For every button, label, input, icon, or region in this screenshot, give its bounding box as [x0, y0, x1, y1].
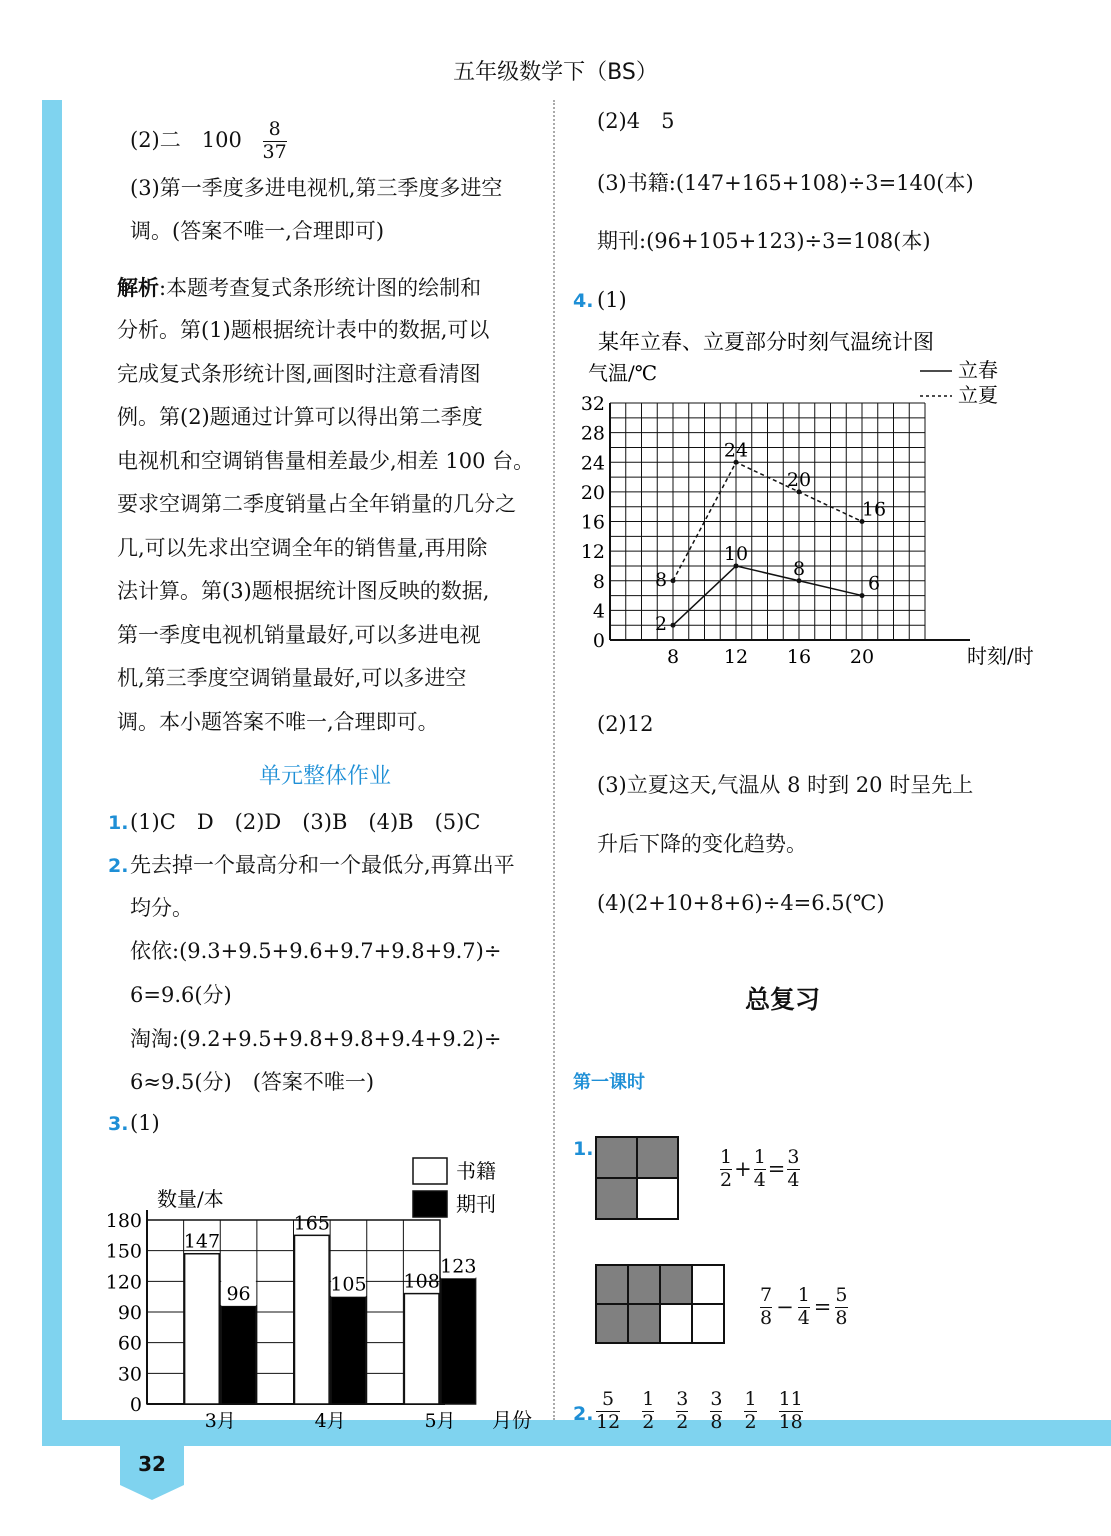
- data-label: 96: [226, 1282, 251, 1305]
- r1-number: 1.: [573, 1138, 594, 1160]
- r2-frac: [642, 1390, 654, 1433]
- y-tick-label: 120: [105, 1271, 142, 1294]
- x-tick-label: 4月: [314, 1410, 346, 1432]
- data-label: 2: [654, 613, 668, 636]
- data-point: [671, 578, 676, 583]
- legend-label: 立春: [958, 358, 998, 382]
- data-label: 123: [440, 1255, 477, 1278]
- x-tick-label: 16: [786, 646, 812, 668]
- grid-cell-empty: [637, 1178, 678, 1219]
- fraction-grid-1: [595, 1136, 681, 1222]
- q3-sub: (1): [130, 1111, 160, 1135]
- analysis-text: :本题考查复式条形统计图的绘制和: [159, 276, 482, 300]
- q2-line: 6=9.6(分): [130, 983, 232, 1007]
- eq2-b: [798, 1286, 810, 1329]
- line-chart: [570, 325, 1034, 680]
- frac-den: 18: [778, 1410, 803, 1433]
- frac-num: 1: [744, 1388, 757, 1410]
- left-q3-line1: (3)第一季度多进电视机,第三季度多进空: [130, 176, 503, 200]
- data-label: 8: [654, 568, 668, 591]
- data-label: 10: [723, 542, 749, 565]
- x-tick-label: 8: [666, 646, 680, 668]
- x-axis-label: 月份: [492, 1408, 532, 1432]
- data-label: 147: [183, 1230, 221, 1253]
- data-label: 165: [293, 1212, 330, 1235]
- bar: [441, 1278, 476, 1404]
- y-tick-label: 90: [117, 1302, 142, 1324]
- r2-frac: [744, 1390, 756, 1433]
- q2-line: 依依:(9.3+9.5+9.6+9.7+9.8+9.7)÷: [130, 939, 502, 963]
- q4-3-line2: 升后下降的变化趋势。: [597, 832, 807, 856]
- y-tick-label: 30: [117, 1363, 142, 1386]
- legend-swatch: [413, 1191, 447, 1217]
- y-tick-label: 24: [580, 452, 605, 475]
- grid-cell-shaded: [628, 1304, 660, 1343]
- data-label: 20: [786, 468, 812, 491]
- eq2-c: [835, 1286, 847, 1329]
- r2-frac: [710, 1390, 722, 1433]
- page-header: 五年级数学下（BS）: [453, 60, 658, 85]
- frac-den: 12: [596, 1410, 621, 1433]
- y-tick-label: 60: [117, 1332, 142, 1355]
- data-point: [671, 623, 676, 628]
- frac-num: 1: [642, 1388, 655, 1410]
- eq1-b: [754, 1148, 766, 1191]
- frac-den: 4: [787, 1168, 800, 1191]
- frac-den: 4: [753, 1168, 766, 1191]
- frac-num: 5: [602, 1388, 615, 1410]
- grid-cell-empty: [692, 1265, 724, 1304]
- data-label: 108: [403, 1270, 440, 1293]
- grid-cell-shaded: [628, 1265, 660, 1304]
- frac-den: 8: [835, 1306, 848, 1329]
- y-tick-label: 150: [105, 1240, 142, 1263]
- right-q2-answer: (2)4 5: [597, 109, 675, 133]
- frac-num: 11: [778, 1388, 803, 1410]
- frac-num: 3: [787, 1146, 800, 1168]
- bar: [295, 1235, 330, 1404]
- y-axis-label: 数量/本: [157, 1187, 224, 1211]
- r2-frac: [779, 1390, 803, 1433]
- eq2-a: [760, 1286, 772, 1329]
- grid-cell-shaded: [596, 1137, 637, 1178]
- q2-number: 2.: [108, 855, 129, 877]
- analysis-line: 例。第(2)题通过计算可以得出第二季度: [117, 405, 483, 429]
- frac-num: 1: [797, 1284, 810, 1306]
- grid-cell-empty: [660, 1304, 692, 1343]
- bar-chart: [100, 1150, 550, 1440]
- frac-num: 3: [710, 1388, 723, 1410]
- frac-den: 2: [744, 1410, 757, 1433]
- left-margin-band: [42, 100, 62, 1425]
- analysis-line: 机,第三季度空调销量最好,可以多进空: [117, 666, 467, 690]
- data-point: [860, 593, 865, 598]
- frac-den: 4: [797, 1306, 810, 1329]
- q2-line: 先去掉一个最高分和一个最低分,再算出平: [130, 853, 515, 877]
- r2-frac: [596, 1390, 620, 1433]
- frac-den: 37: [262, 140, 287, 163]
- frac-num: 8: [268, 118, 281, 140]
- bar: [221, 1306, 256, 1404]
- bar: [331, 1297, 366, 1404]
- page-number: 32: [138, 1452, 166, 1476]
- chart-title: 某年立春、立夏部分时刻气温统计图: [598, 330, 934, 354]
- left-q2-fraction: [263, 120, 287, 163]
- grid-cell-shaded: [637, 1137, 678, 1178]
- legend-label: 立夏: [958, 383, 998, 407]
- data-label: 16: [861, 498, 887, 521]
- eq1-a: [720, 1148, 732, 1191]
- section-title: 单元整体作业: [258, 764, 391, 789]
- analysis-line: 调。本小题答案不唯一,合理即可。: [117, 710, 439, 734]
- frac-num: 3: [676, 1388, 689, 1410]
- left-q2-answer: [130, 120, 287, 163]
- data-label: 6: [867, 572, 881, 595]
- q3-number: 3.: [108, 1113, 129, 1135]
- grid-cell-shaded: [660, 1265, 692, 1304]
- x-tick-label: 3月: [204, 1410, 236, 1432]
- lesson-title: 第一课时: [573, 1072, 645, 1093]
- grid-cell-shaded: [596, 1265, 628, 1304]
- review-title: 总复习: [745, 985, 821, 1014]
- q4-3-line1: (3)立夏这天,气温从 8 时到 20 时呈先上: [597, 773, 974, 797]
- fraction-grid-2: [595, 1264, 727, 1346]
- analysis-line-0: [117, 277, 481, 299]
- eq1-c: [787, 1148, 799, 1191]
- grid-cell-shaded: [596, 1304, 628, 1343]
- y-tick-label: 180: [105, 1210, 142, 1232]
- q4-number: 4.: [573, 290, 594, 312]
- y-tick-label: 16: [580, 511, 605, 534]
- analysis-line: 电视机和空调销售量相差最少,相差 100 台。: [117, 449, 535, 473]
- bar: [404, 1294, 439, 1404]
- frac-num: 1: [720, 1146, 733, 1168]
- q4-sub: (1): [597, 288, 627, 312]
- legend-label: 期刊: [456, 1192, 496, 1216]
- y-tick-label: 0: [592, 630, 605, 652]
- grid-cell-empty: [692, 1304, 724, 1343]
- y-tick-label: 28: [580, 422, 605, 445]
- r2-frac: [676, 1390, 688, 1433]
- data-label: 24: [723, 439, 749, 462]
- analysis-label: 解析: [117, 275, 159, 300]
- analysis-line: 法计算。第(3)题根据统计图反映的数据,: [117, 579, 490, 603]
- y-axis-label: 气温/℃: [588, 361, 658, 385]
- eq1-eq: =: [767, 1156, 786, 1181]
- grid-cell-shaded: [596, 1178, 637, 1219]
- legend-label: 书籍: [456, 1159, 496, 1183]
- column-divider: [553, 100, 555, 1420]
- data-label: 8: [792, 557, 806, 580]
- r2-fractions: [596, 1390, 803, 1433]
- right-q3-books: (3)书籍:(147+165+108)÷3=140(本): [597, 171, 974, 195]
- legend-swatch: [413, 1158, 447, 1184]
- frac-den: 8: [710, 1410, 723, 1433]
- analysis-line: 第一季度电视机销量最好,可以多进电视: [117, 623, 481, 647]
- q1-answer: (1)C D (2)D (3)B (4)B (5)C: [130, 810, 481, 834]
- equation-1: [720, 1148, 800, 1191]
- equation-2: [760, 1286, 848, 1329]
- right-q3-journals: 期刊:(96+105+123)÷3=108(本): [597, 229, 931, 253]
- y-tick-label: 0: [129, 1394, 142, 1416]
- q2-line: 均分。: [130, 896, 193, 920]
- q4-4-answer: (4)(2+10+8+6)÷4=6.5(℃): [597, 891, 885, 915]
- x-axis-label: 时刻/时: [967, 644, 1034, 668]
- y-tick-label: 32: [580, 393, 605, 415]
- y-tick-label: 4: [592, 600, 605, 623]
- q4-2-answer: (2)12: [597, 712, 654, 736]
- analysis-line: 几,可以先求出空调全年的销售量,再用除: [117, 536, 488, 560]
- frac-num: 7: [760, 1284, 773, 1306]
- r2-number: 2.: [573, 1403, 594, 1425]
- left-q2-prefix: (2)二 100: [130, 127, 242, 152]
- frac-den: 8: [760, 1306, 773, 1329]
- analysis-line: 要求空调第二季度销量占全年销量的几分之: [117, 492, 516, 516]
- frac-den: 2: [642, 1410, 655, 1433]
- x-tick-label: 12: [723, 646, 749, 668]
- eq1-op: +: [734, 1156, 752, 1181]
- x-tick-label: 20: [849, 646, 875, 668]
- analysis-line: 完成复式条形统计图,画图时注意看清图: [117, 362, 481, 386]
- y-tick-label: 20: [580, 481, 605, 504]
- q2-line: 6≈9.5(分) (答案不唯一): [130, 1070, 375, 1094]
- y-tick-label: 12: [580, 541, 605, 564]
- frac-den: 2: [676, 1410, 689, 1433]
- q2-line: 淘淘:(9.2+9.5+9.8+9.8+9.4+9.2)÷: [130, 1027, 502, 1051]
- x-tick-label: 5月: [424, 1410, 456, 1432]
- data-label: 105: [330, 1273, 367, 1296]
- frac-den: 2: [720, 1168, 733, 1191]
- analysis-line: 分析。第(1)题根据统计表中的数据,可以: [117, 318, 490, 342]
- frac-num: 1: [753, 1146, 766, 1168]
- q1-number: 1.: [108, 812, 129, 834]
- y-tick-label: 8: [592, 570, 605, 593]
- eq2-eq: =: [813, 1294, 832, 1319]
- eq2-op: −: [776, 1294, 794, 1319]
- left-q3-line2: 调。(答案不唯一,合理即可): [130, 219, 385, 243]
- frac-num: 5: [835, 1284, 848, 1306]
- bar: [185, 1254, 220, 1404]
